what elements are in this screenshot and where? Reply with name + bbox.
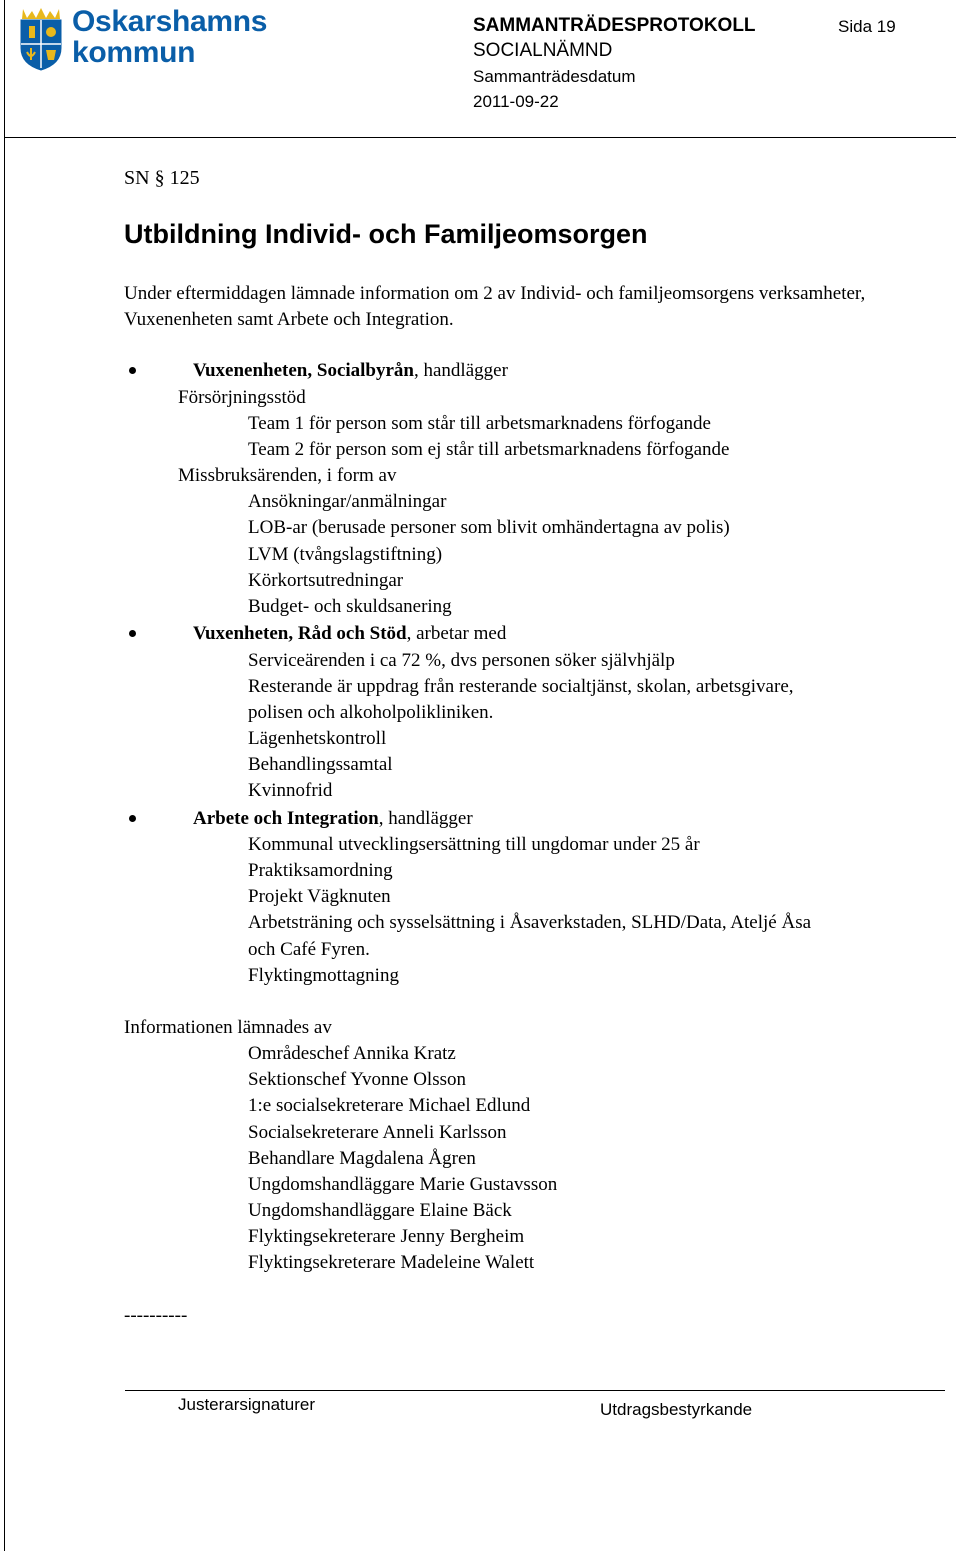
- committee-name: SOCIALNÄMND: [473, 40, 613, 61]
- logo-line-2: kommun: [72, 36, 196, 69]
- informant-name: Behandlare Magdalena Ågren: [248, 1148, 476, 1169]
- bullet-icon: [129, 367, 136, 374]
- bullet-suffix: , handlägger: [378, 808, 473, 829]
- municipality-crest-icon: [18, 6, 64, 77]
- list-item: Team 1 för person som står till arbetsmarknadens förfogande: [248, 413, 711, 434]
- bullet-title: Vuxenheten, Råd och Stöd: [193, 623, 407, 644]
- bullet-suffix: , handlägger: [414, 360, 508, 381]
- bullet-heading-3: [193, 806, 473, 832]
- municipality-logo-text: [72, 6, 267, 68]
- informant-name: Flyktingsekreterare Madeleine Walett: [248, 1252, 535, 1273]
- list-item: LVM (tvångslagstiftning): [248, 544, 443, 565]
- page-number: Sida 19: [838, 17, 896, 36]
- list-item: Kommunal utvecklingsersättning till ungdomar under 25 år: [248, 834, 700, 855]
- page-left-border: [4, 0, 5, 1551]
- informant-name: Ungdomshandläggare Elaine Bäck: [248, 1200, 512, 1221]
- list-item: Kvinnofrid: [248, 780, 333, 801]
- section-separator: ----------: [124, 1305, 188, 1326]
- footer-extract-label: Utdragsbestyrkande: [600, 1400, 753, 1419]
- list-item: Lägenhetskontroll: [248, 728, 387, 749]
- protocol-title: SAMMANTRÄDESPROTOKOLL: [473, 15, 756, 36]
- informant-name: Sektionschef Yvonne Olsson: [248, 1069, 466, 1090]
- date-label: Sammanträdesdatum: [473, 67, 636, 86]
- list-item: Serviceärenden i ca 72 %, dvs personen söker självhjälp: [248, 650, 675, 671]
- meeting-date: 2011-09-22: [473, 92, 559, 111]
- list-item: Praktiksamordning: [248, 860, 393, 881]
- informant-name: Socialsekreterare Anneli Karlsson: [248, 1122, 507, 1143]
- informants-label: Informationen lämnades av: [124, 1017, 332, 1038]
- bullet-icon: [129, 630, 136, 637]
- list-item: Behandlingssamtal: [248, 754, 393, 775]
- list-item: och Café Fyren.: [248, 939, 370, 960]
- footer-divider: [125, 1390, 945, 1391]
- informant-name: Ungdomshandläggare Marie Gustavsson: [248, 1174, 558, 1195]
- list-item: Försörjningsstöd: [178, 387, 306, 408]
- list-item: Missbruksärenden, i form av: [178, 465, 397, 486]
- bullet-heading-2: [193, 621, 506, 647]
- logo-line-1: Oskarshamns: [72, 5, 268, 38]
- list-item: Projekt Vägknuten: [248, 886, 391, 907]
- section-number: SN § 125: [124, 167, 200, 189]
- bullet-title: Arbete och Integration: [193, 808, 379, 829]
- informant-name: 1:e socialsekreterare Michael Edlund: [248, 1095, 531, 1116]
- section-heading: Utbildning Individ- och Familjeomsorgen: [124, 219, 648, 249]
- header-divider: [4, 137, 956, 138]
- list-item: Team 2 för person som ej står till arbetsmarknadens förfogande: [248, 439, 730, 460]
- list-item: Arbetsträning och sysselsättning i Åsaverkstaden, SLHD/Data, Ateljé Åsa: [248, 912, 812, 933]
- informant-name: Flyktingsekreterare Jenny Bergheim: [248, 1226, 525, 1247]
- list-item: Budget- och skuldsanering: [248, 596, 452, 617]
- informant-name: Områdeschef Annika Kratz: [248, 1043, 456, 1064]
- intro-paragraph: Under eftermiddagen lämnade information om 2 av Individ- och familjeomsorgens verksamheter, Vuxenenheten samt Arbete och Integration.: [124, 283, 866, 330]
- bullet-icon: [129, 815, 136, 822]
- footer-signatures-label: Justerarsignaturer: [178, 1395, 316, 1414]
- bullet-title: Vuxenenheten, Socialbyrån: [193, 360, 414, 381]
- list-item: Körkortsutredningar: [248, 570, 404, 591]
- list-item: polisen och alkoholpolikliniken.: [248, 702, 494, 723]
- bullet-heading-1: [193, 358, 508, 384]
- list-item: Flyktingmottagning: [248, 965, 399, 986]
- list-item: Ansökningar/anmälningar: [248, 491, 447, 512]
- bullet-suffix: , arbetar med: [406, 623, 507, 644]
- list-item: Resterande är uppdrag från resterande socialtjänst, skolan, arbetsgivare,: [248, 676, 794, 697]
- list-item: LOB-ar (berusade personer som blivit omhändertagna av polis): [248, 517, 730, 538]
